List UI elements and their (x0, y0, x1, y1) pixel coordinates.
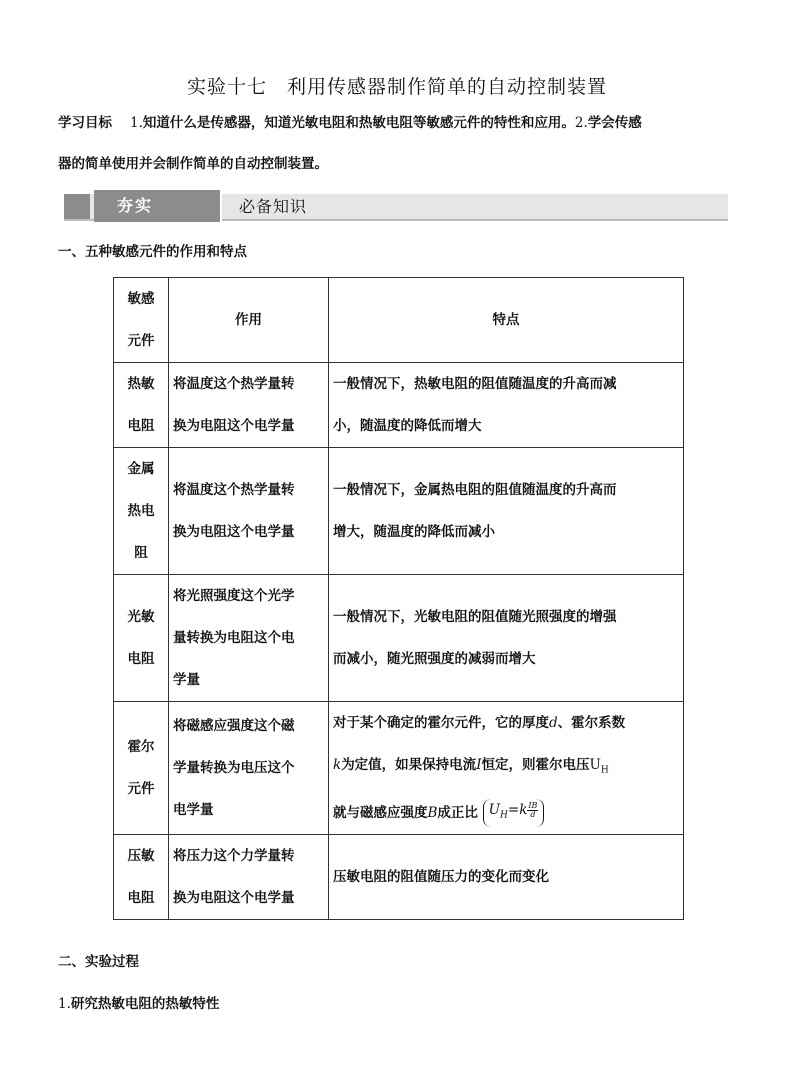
step-1: 1.研究热敏电阻的热敏特性 (58, 996, 220, 1012)
table-header-row (114, 278, 684, 363)
learning-goals-line2: 器的简单使用并会制作简单的自动控制装置。 (58, 156, 328, 172)
table-row (114, 834, 684, 919)
header-element: 敏感 元件 (114, 278, 169, 363)
element-function: 将压力这个力学量转 换为电阻这个电学量 (169, 834, 329, 919)
learning-goals-line1: 学习目标 1.知道什么是传感器，知道光敏电阻和热敏电阻等敏感元件的特性和应用。2.学会传感 (58, 115, 642, 131)
learning-goals-label: 学习目标 (58, 115, 112, 131)
table-row (114, 702, 684, 835)
element-name: 光敏 电阻 (114, 575, 169, 702)
section-banner (64, 190, 730, 222)
table-row (114, 363, 684, 448)
element-name: 金属 热电 阻 (114, 448, 169, 575)
banner-title: 必备知识 (239, 197, 308, 216)
element-name: 霍尔 元件 (114, 702, 169, 835)
element-feature: 对于某个确定的霍尔元件，它的厚度d、霍尔系数 k为定值，如果保持电流I恒定，则霍尔电压$U_H$ 就与磁感应强度B成正比 $U_H=k$ $\frac{IB}{d}$ (329, 702, 684, 835)
element-feature: 一般情况下，热敏电阻的阻值随温度的升高而减 小，随温度的降低而增大 (329, 363, 684, 448)
header-function: 作用 (169, 278, 329, 363)
element-function: 将磁感应强度这个磁 学量转换为电压这个 电学量 (169, 702, 329, 835)
section-heading-1: 一、五种敏感元件的作用和特点 (58, 244, 247, 260)
element-name: 压敏 电阻 (114, 834, 169, 919)
element-function: 将温度这个热学量转 换为电阻这个电学量 (169, 448, 329, 575)
section-heading-2: 二、实验过程 (58, 954, 139, 970)
banner-tag: 夯实 (94, 190, 222, 222)
table-row (114, 448, 684, 575)
element-feature: 压敏电阻的阻值随压力的变化而变化 (329, 834, 684, 919)
hall-formula: $U_H=k$ $\frac{IB}{d}$ (483, 799, 545, 827)
header-feature: 特点 (329, 278, 684, 363)
element-name: 热敏 电阻 (114, 363, 169, 448)
element-feature: 一般情况下，光敏电阻的阻值随光照强度的增强 而减小，随光照强度的减弱而增大 (329, 575, 684, 702)
element-feature: 一般情况下，金属热电阻的阻值随温度的升高而 增大，随温度的降低而减小 (329, 448, 684, 575)
element-function: 将光照强度这个光学 量转换为电阻这个电 学量 (169, 575, 329, 702)
table-row (114, 575, 684, 702)
element-function: 将温度这个热学量转 换为电阻这个电学量 (169, 363, 329, 448)
page-title: 实验十七 利用传感器制作简单的自动控制装置 (186, 76, 607, 98)
sensor-table (113, 277, 684, 920)
